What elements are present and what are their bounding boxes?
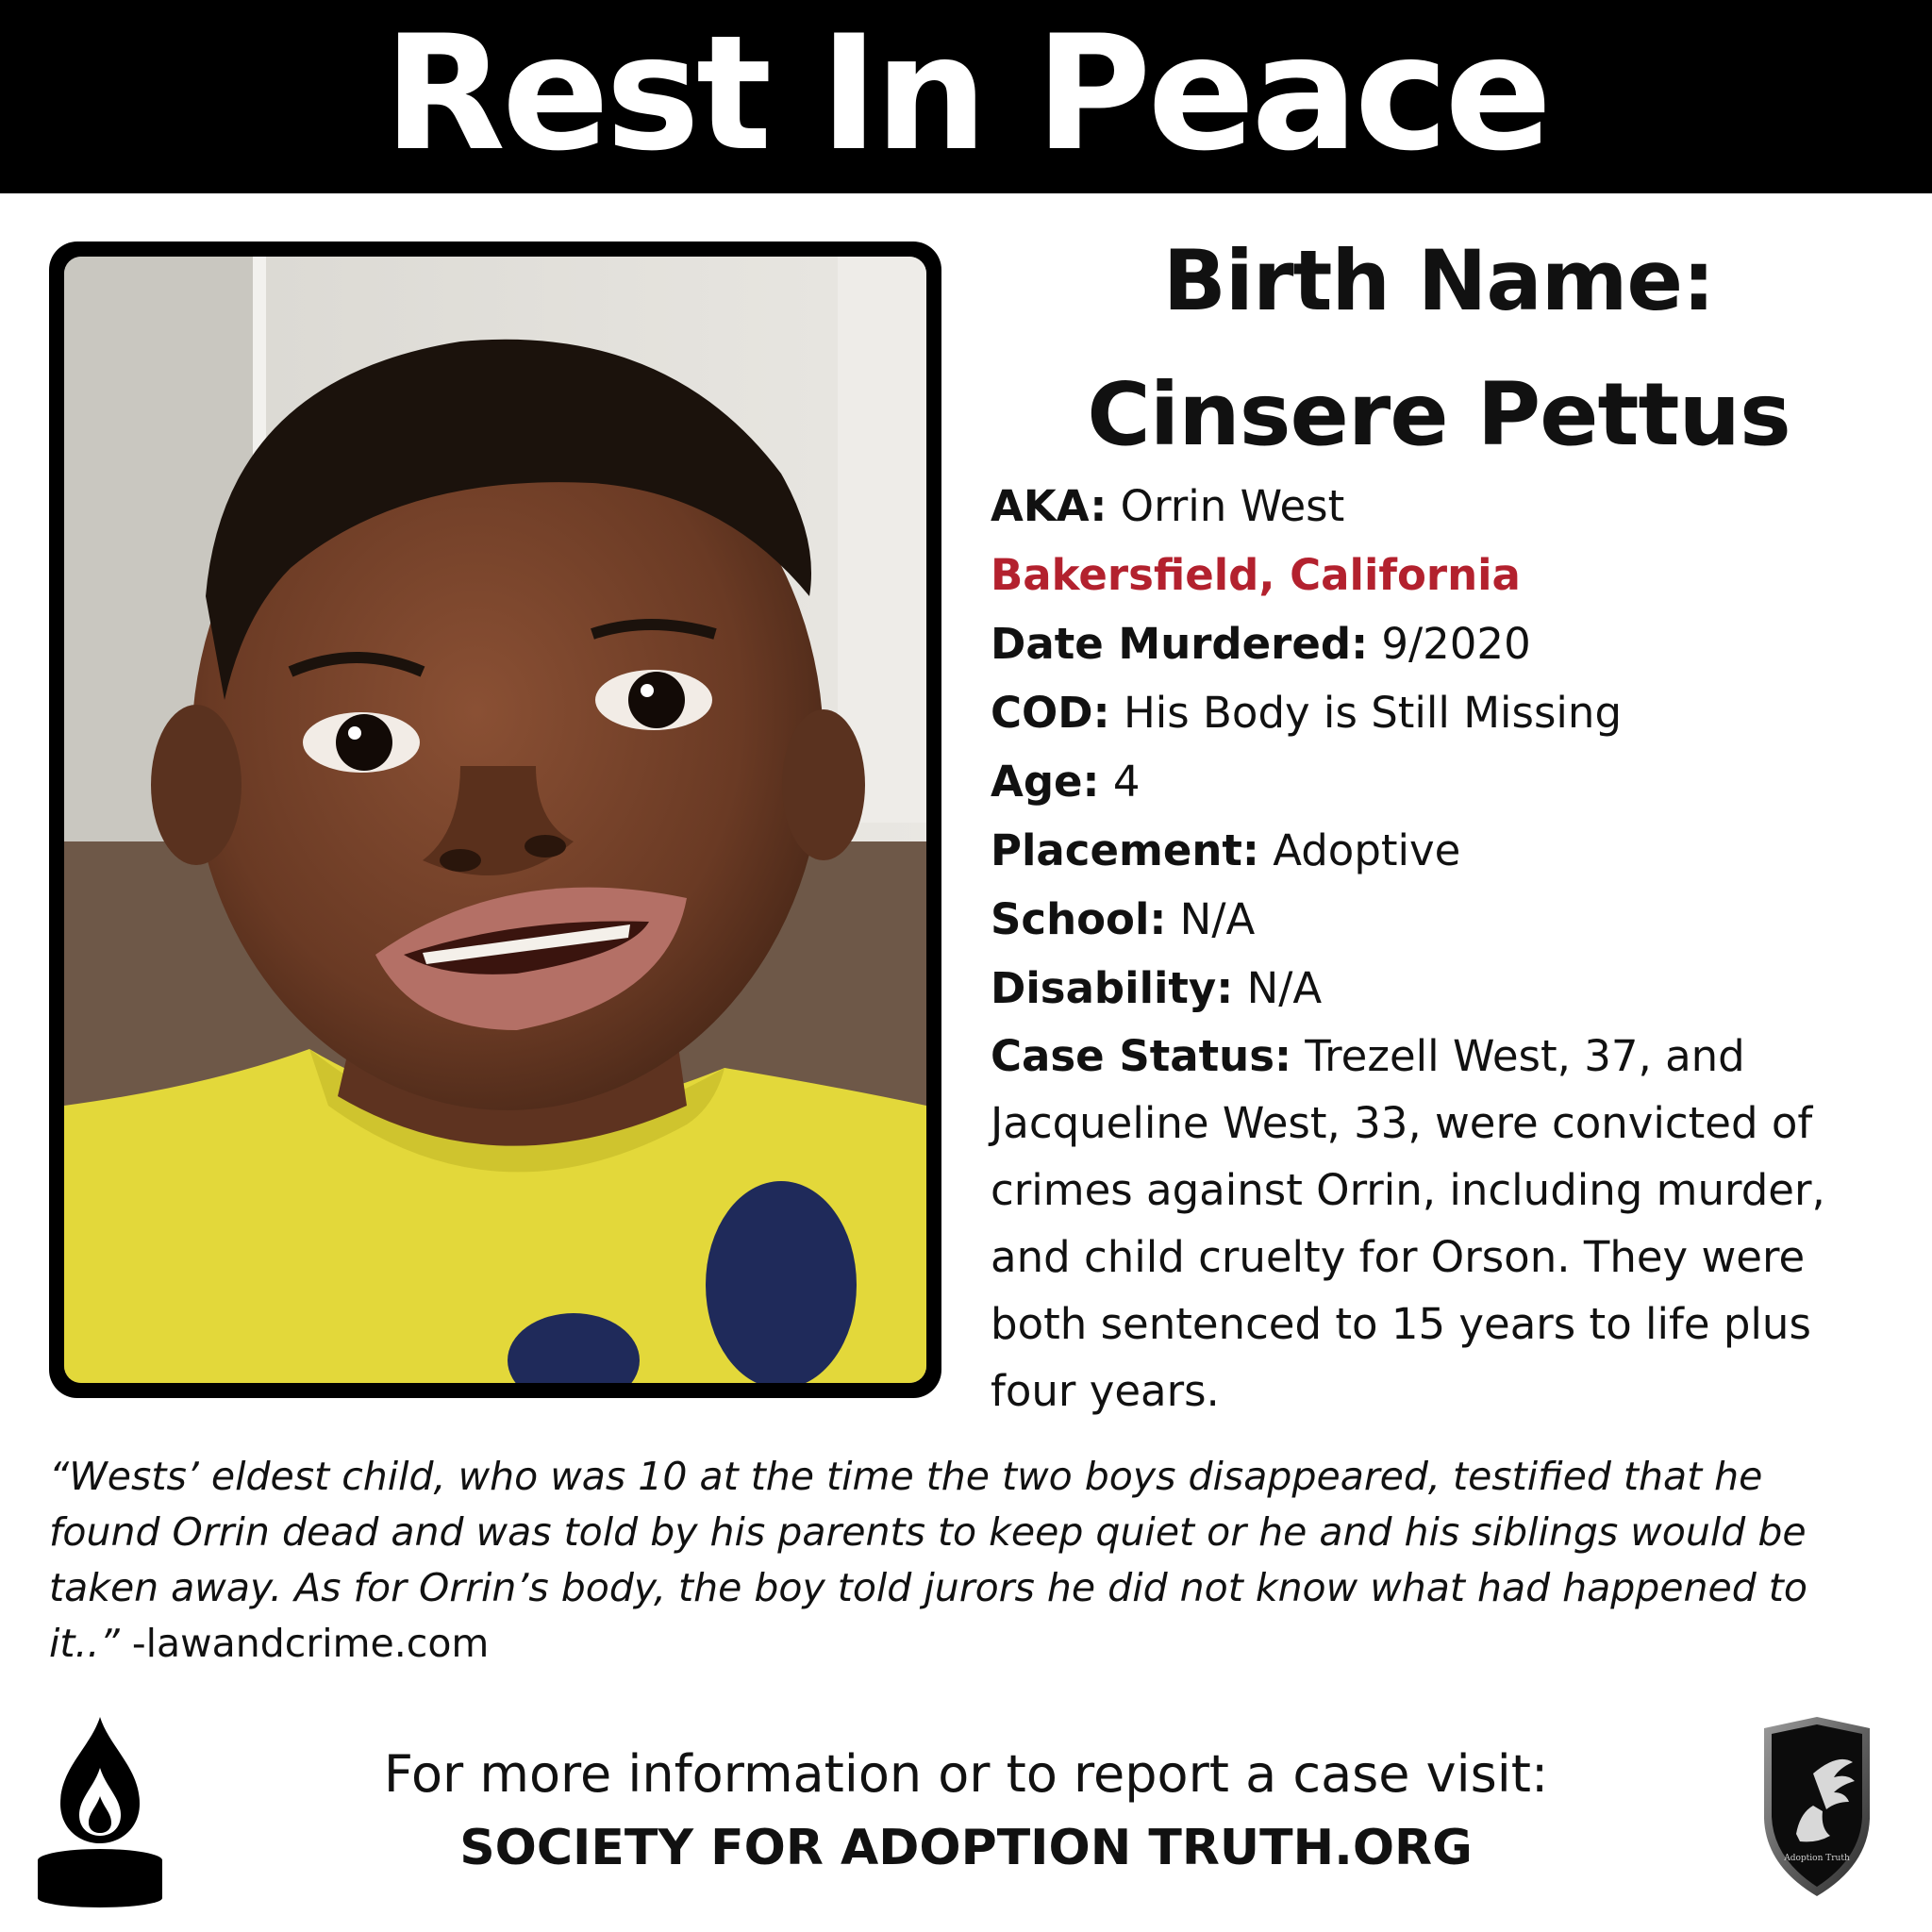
header-bar [0,0,1932,193]
fact-cod-key: COD: [991,688,1110,738]
photo-frame [49,242,941,1398]
fact-placement-key: Placement: [991,825,1259,875]
fact-cod-value: His Body is Still Missing [1109,688,1623,738]
quote-text: “Wests’ eldest child, who was 10 at the time the two boys disappeared, testified that he found Orrin dead and was told by his parents to keep quiet or he and his siblings would be taken away. As for Orrin’s body, the boy told jurors he did not know what had happened to it..” [49,1454,1807,1666]
fact-school [991,885,1896,954]
quote-source: -lawandcrime.com [119,1621,490,1666]
fact-placement-value: Adoptive [1258,825,1461,875]
news-quote [49,1449,1879,1672]
fact-aka-value: Orrin West [1107,481,1345,531]
logo-text: Adoption Truth [1784,1854,1850,1863]
fact-school-key: School: [991,894,1167,944]
fact-case-status [991,1023,1896,1424]
footer-info-text: For more information or to report a case visit: [383,1744,1549,1804]
shield-logo [1755,1715,1879,1900]
fact-disability [991,954,1896,1023]
page-title: Rest In Peace [383,0,1549,186]
birth-name-label: Birth Name: [1162,232,1715,329]
fact-date-key: Date Murdered: [991,619,1369,669]
fact-date-value: 9/2020 [1368,619,1531,669]
child-photo [64,257,926,1383]
fact-disability-value: N/A [1233,963,1323,1013]
fact-age-key: Age: [991,757,1100,807]
fact-age-value: 4 [1099,757,1141,807]
footer-website-link[interactable]: SOCIETY FOR ADOPTION TRUTH.ORG [459,1820,1473,1876]
fact-location-value: Bakersfield, California [991,550,1521,600]
child-photo-illustration [64,257,926,1383]
fact-case-key: Case Status: [991,1031,1291,1081]
fact-aka [991,472,1896,541]
fact-location [991,541,1896,609]
fact-case-value: Trezell West, 37, and Jacqueline West, 33, were convicted of crimes against Orrin, including murder, and child cruelty for Orson. They were both sentenced to 15 years to life plus four years. [991,1031,1825,1416]
birth-name: Cinsere Pettus [1087,364,1790,465]
fact-school-value: N/A [1166,894,1256,944]
facts-list [991,472,1896,1424]
fact-disability-key: Disability: [991,963,1234,1013]
fact-date [991,609,1896,678]
fact-cod [991,678,1896,747]
fact-aka-key: AKA: [991,481,1108,531]
fact-placement [991,816,1896,885]
fact-age [991,747,1896,816]
